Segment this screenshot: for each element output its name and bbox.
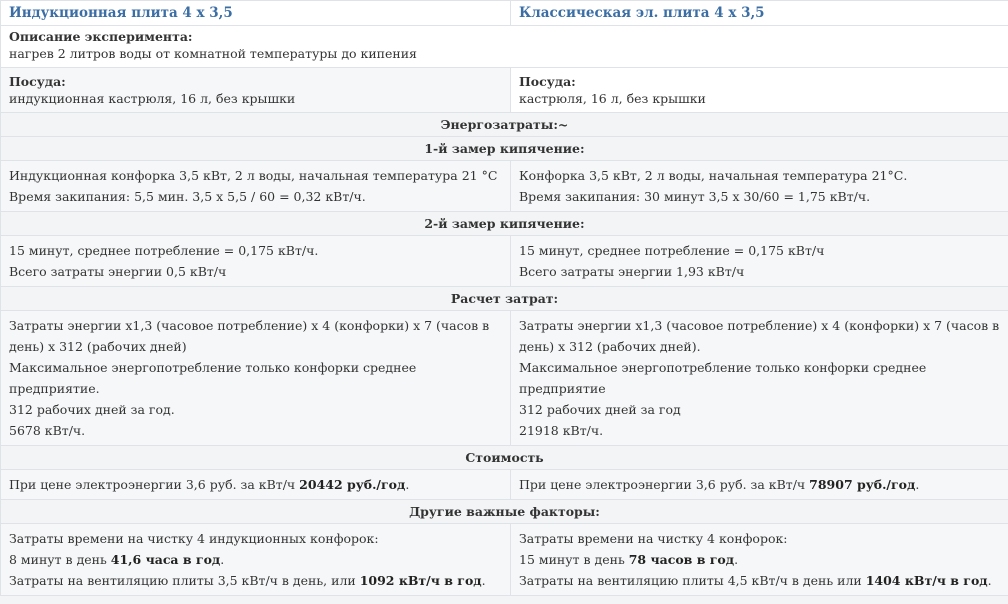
other-row [1, 524, 1008, 596]
text-segment: . [987, 573, 992, 588]
section-calc: Расчет затрат: [1, 287, 1008, 311]
text-line: 15 минут, среднее потребление = 0,175 кВт/ч [519, 243, 825, 258]
cookware-text: кастрюля, 16 л, без крышки [519, 91, 706, 106]
text-line: Затраты времени на чистку 4 конфорок: [519, 531, 788, 546]
bold-value: 41,6 часа в год [110, 552, 221, 567]
calc-row [1, 311, 1008, 446]
text-line: Затраты энергии х1,3 (часовое потребление) х 4 (конфорки) х 7 (часов в день) х 312 (рабочих дней). [519, 318, 1000, 354]
other-classic [511, 524, 1008, 596]
description-label: Описание эксперимента: [9, 29, 193, 44]
text-segment: 8 минут в день [9, 552, 111, 567]
cost-value: 78907 руб./год [809, 477, 916, 492]
text-line: 21918 кВт/ч. [519, 423, 604, 438]
text-line: Всего затраты энергии 0,5 кВт/ч [9, 264, 227, 279]
cost-suffix: . [915, 477, 920, 492]
header-classic: Классическая эл. плита 4 х 3,5 [511, 1, 1008, 26]
text-segment: . [734, 552, 739, 567]
header-induction: Индукционная плита 4 х 3,5 [1, 1, 511, 26]
cost-induction [1, 470, 511, 500]
cookware-text: индукционная кастрюля, 16 л, без крышки [9, 91, 296, 106]
cost-text: При цене электроэнергии 3,6 руб. за кВт/ч [519, 477, 810, 492]
other-induction [1, 524, 511, 596]
text-line: 312 рабочих дней за год. [9, 402, 175, 417]
text-segment: . [481, 573, 486, 588]
bold-value: 78 часов в год [628, 552, 735, 567]
cookware-induction [1, 68, 511, 113]
text-line: Время закипания: 5,5 мин. 3,5 х 5,5 / 60 = 0,32 кВт/ч. [9, 189, 366, 204]
bold-value: 1092 кВт/ч в год [359, 573, 482, 588]
measure2-induction [1, 236, 511, 287]
measure1-classic [511, 161, 1008, 212]
cost-text: При цене электроэнергии 3,6 руб. за кВт/ч [9, 477, 300, 492]
calc-classic [511, 311, 1008, 446]
text-line: 5678 кВт/ч. [9, 423, 86, 438]
cost-classic [511, 470, 1008, 500]
text-line [9, 570, 502, 591]
measure1-row [1, 161, 1008, 212]
text-segment: Затраты на вентиляцию плиты 3,5 кВт/ч в день, или [9, 573, 360, 588]
bold-value: 1404 кВт/ч в год [865, 573, 988, 588]
section-measure2: 2-й замер кипячение: [1, 212, 1008, 236]
section-cost: Стоимость [1, 446, 1008, 470]
cost-row [1, 470, 1008, 500]
text-segment: 15 минут в день [519, 552, 629, 567]
text-segment: Затраты на вентиляцию плиты 4,5 кВт/ч в день или [519, 573, 866, 588]
text-segment: . [220, 552, 225, 567]
text-line: Затраты энергии х1,3 (часовое потребление) х 4 (конфорки) х 7 (часов в день) х 312 (рабочих дней) [9, 318, 490, 354]
text-line [9, 549, 502, 570]
measure1-induction [1, 161, 511, 212]
calc-induction [1, 311, 511, 446]
text-line: Индукционная конфорка 3,5 кВт, 2 л воды, начальная температура 21 °С [9, 168, 498, 183]
text-line: Конфорка 3,5 кВт, 2 л воды, начальная температура 21°С. [519, 168, 908, 183]
text-line: Максимальное энергопотребление только конфорки среднее предприятие. [9, 360, 417, 396]
cookware-label: Посуда: [519, 74, 576, 89]
cookware-classic [511, 68, 1008, 113]
text-line: Всего затраты энергии 1,93 кВт/ч [519, 264, 745, 279]
section-other: Другие важные факторы: [1, 500, 1008, 524]
section-measure1: 1-й замер кипячение: [1, 137, 1008, 161]
cost-value: 20442 руб./год [299, 477, 406, 492]
text-line: 15 минут, среднее потребление = 0,175 кВт/ч. [9, 243, 319, 258]
text-line: Максимальное энергопотребление только конфорки среднее предприятие [519, 360, 927, 396]
description-row [1, 26, 1008, 68]
text-line: Затраты времени на чистку 4 индукционных конфорок: [9, 531, 379, 546]
measure2-classic [511, 236, 1008, 287]
description-cell [1, 26, 1008, 68]
measure2-row [1, 236, 1008, 287]
section-energy: Энергозатраты:~ [1, 113, 1008, 137]
text-line: Время закипания: 30 минут 3,5 х 30/60 = 1,75 кВт/ч. [519, 189, 871, 204]
text-line [519, 570, 1000, 591]
text-line: 312 рабочих дней за год [519, 402, 681, 417]
cookware-label: Посуда: [9, 74, 66, 89]
header-row [1, 1, 1008, 26]
text-line [519, 549, 1000, 570]
cost-suffix: . [405, 477, 410, 492]
description-text: нагрев 2 литров воды от комнатной температуры до кипения [9, 46, 417, 61]
cookware-row [1, 68, 1008, 113]
